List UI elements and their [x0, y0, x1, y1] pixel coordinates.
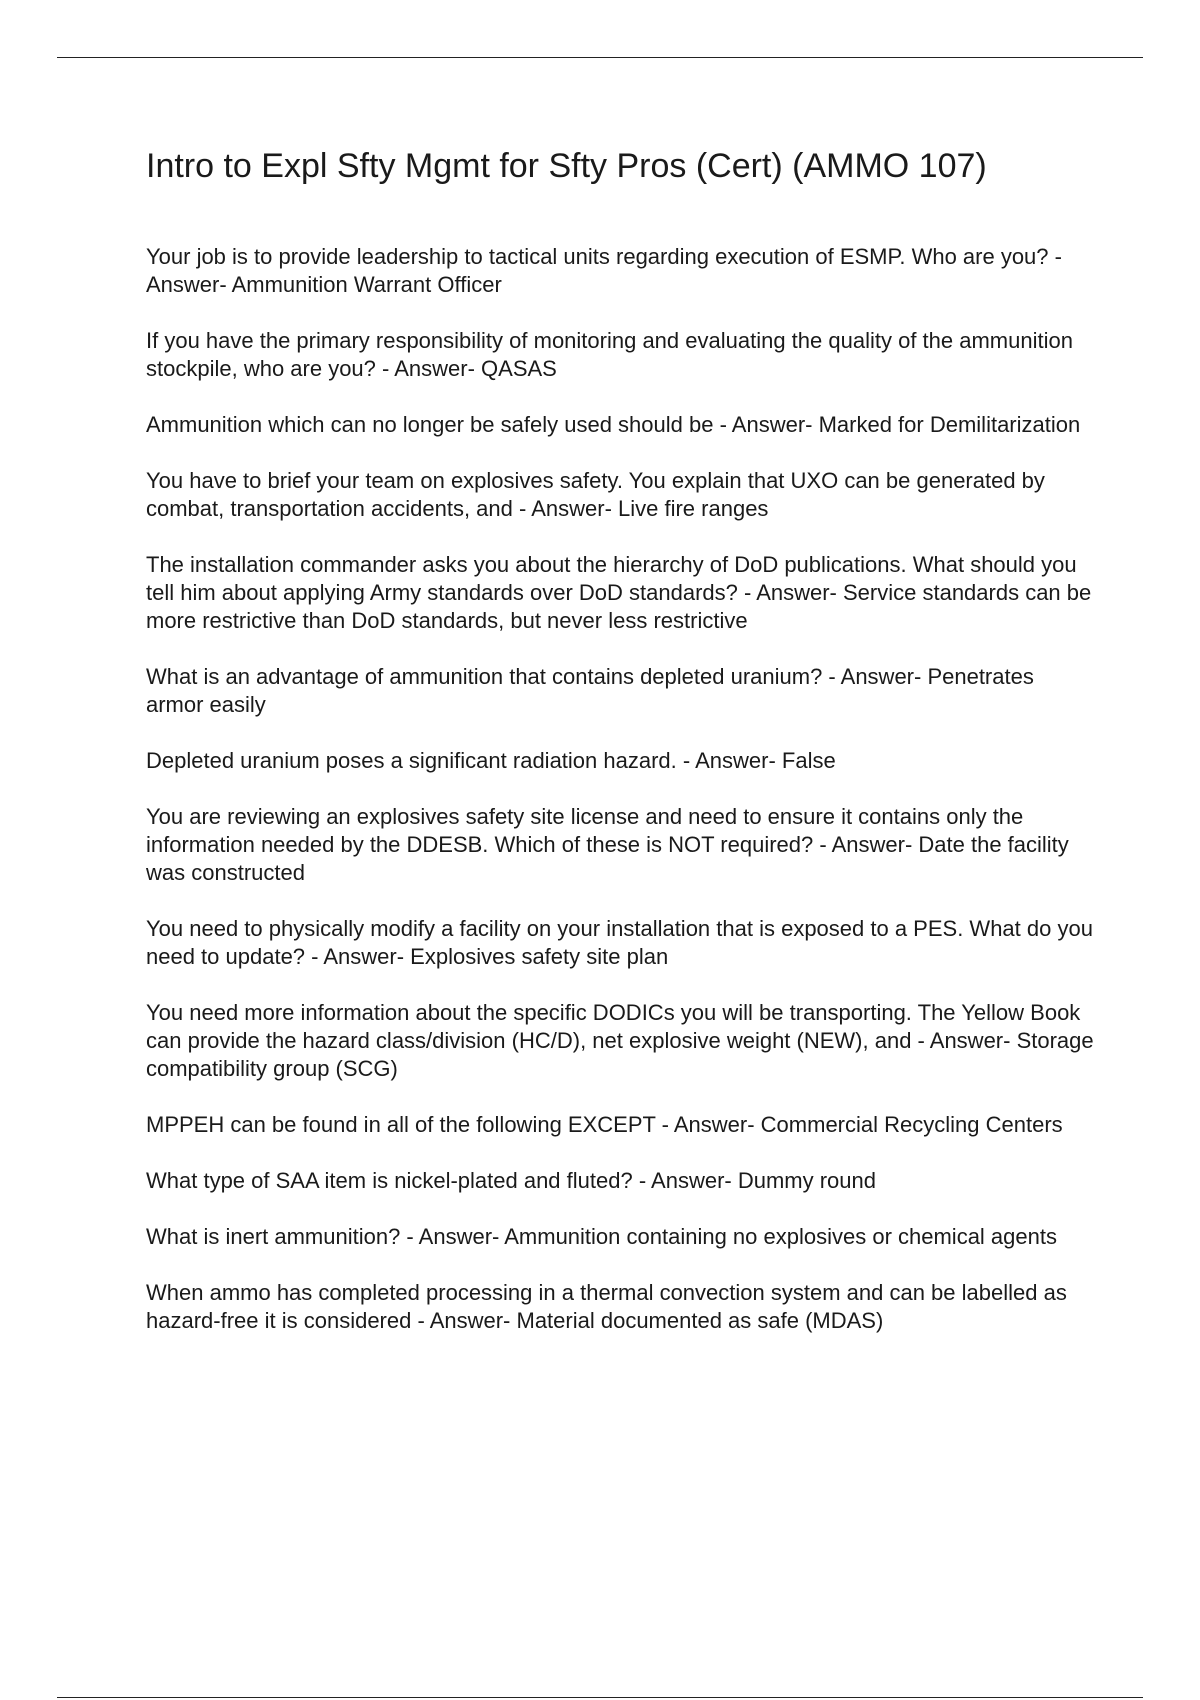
bottom-rule: [57, 1697, 1143, 1698]
page-title: Intro to Expl Sfty Mgmt for Sfty Pros (Cert) (AMMO 107): [146, 147, 987, 185]
qa-list: [146, 243, 1096, 1363]
qa-item: You are reviewing an explosives safety site license and need to ensure it contains only the information needed by the DDESB. Which of these is NOT required? - Answer- Date the facility was constructed: [146, 804, 1069, 885]
qa-item: Your job is to provide leadership to tactical units regarding execution of ESMP. Who are you? - Answer- Ammunition Warrant Officer: [146, 244, 1062, 297]
qa-item: You need to physically modify a facility on your installation that is exposed to a PES. What do you need to update? - Answer- Explosives safety site plan: [146, 916, 1093, 969]
qa-item: What type of SAA item is nickel-plated and fluted? - Answer- Dummy round: [146, 1168, 876, 1193]
qa-item: If you have the primary responsibility of monitoring and evaluating the quality of the ammunition stockpile, who are you? - Answer- QASAS: [146, 328, 1073, 381]
qa-item: What is inert ammunition? - Answer- Ammunition containing no explosives or chemical agents: [146, 1224, 1057, 1249]
qa-item: You have to brief your team on explosives safety. You explain that UXO can be generated by combat, transportation accidents, and - Answer- Live fire ranges: [146, 468, 1045, 521]
qa-item: What is an advantage of ammunition that contains depleted uranium? - Answer- Penetrates armor easily: [146, 664, 1034, 717]
qa-item: Depleted uranium poses a significant radiation hazard. - Answer- False: [146, 748, 836, 773]
qa-item: When ammo has completed processing in a thermal convection system and can be labelled as hazard-free it is considered - Answer- Material documented as safe (MDAS): [146, 1280, 1067, 1333]
qa-item: The installation commander asks you about the hierarchy of DoD publications. What should you tell him about applying Army standards over DoD standards? - Answer- Service standards can be more restrictive than DoD standards, but never less restrictive: [146, 552, 1092, 633]
qa-item: Ammunition which can no longer be safely used should be - Answer- Marked for Demilitarization: [146, 412, 1081, 437]
qa-item: MPPEH can be found in all of the following EXCEPT - Answer- Commercial Recycling Centers: [146, 1112, 1063, 1137]
qa-item: You need more information about the specific DODICs you will be transporting. The Yellow Book can provide the hazard class/division (HC/D), net explosive weight (NEW), and - Answer- Storage compatibility group (SCG): [146, 1000, 1094, 1081]
top-rule: [57, 57, 1143, 58]
